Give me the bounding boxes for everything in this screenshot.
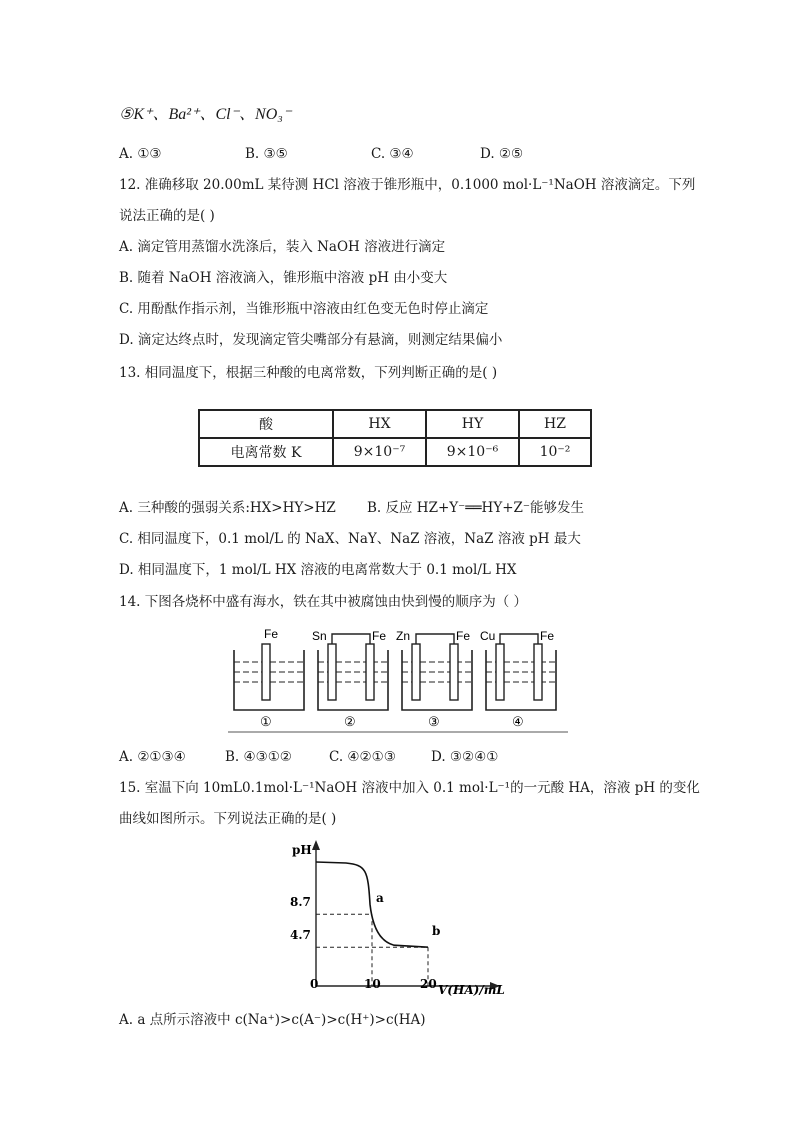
table-header-hx: HX (333, 410, 426, 438)
table-cell-hy: 9×10⁻⁶ (426, 438, 519, 466)
beaker-3-number: ③ (428, 714, 440, 729)
x-tick-20: 20 (420, 977, 437, 991)
q15-stem-line1: 15. 室温下向 10mL0.1mol·L⁻¹NaOH 溶液中加入 0.1 mol·L⁻¹的一元酸 HA，溶液 pH 的变化 (119, 780, 700, 796)
table-cell-hx: 9×10⁻⁷ (333, 438, 426, 466)
q13-option-d: D. 相同温度下，1 mol/L HX 溶液的电离常数大于 0.1 mol/L HX (119, 562, 517, 578)
chart-plot-layer (316, 862, 428, 986)
q11-option-d: D. ②⑤ (480, 146, 524, 162)
table-cell-hz: 10⁻² (519, 438, 591, 466)
x-tick-10: 10 (364, 977, 381, 991)
q12-option-b: B. 随着 NaOH 溶液滴入，锥形瓶中溶液 pH 由小变大 (119, 270, 448, 286)
x-axis-label: V(HA)/mL (438, 983, 505, 997)
beaker-1-label-fe: Fe (264, 627, 279, 641)
beaker-2-label-fe: Fe (372, 629, 387, 643)
beaker-1 (234, 627, 304, 729)
beaker-1-number: ① (260, 714, 272, 729)
beaker-2 (312, 629, 388, 729)
beaker-2-label-sn: Sn (312, 629, 327, 643)
q14-option-a: A. ②①③④ (119, 749, 186, 765)
point-label-a: a (376, 891, 384, 905)
table-row-label: 电离常数 K (199, 438, 333, 466)
q14-option-d: D. ③②④① (431, 749, 499, 765)
beaker-2-number: ② (344, 714, 356, 729)
q12-stem-line1: 12. 准确移取 20.00mL 某待测 HCl 溶液于锥形瓶中，0.1000 mol·L⁻¹NaOH 溶液滴定。下列 (119, 177, 696, 193)
q13-option-a: A. 三种酸的强弱关系:HX>HY>HZ (119, 500, 336, 516)
table-row (199, 438, 591, 466)
ph-titration-chart (288, 838, 508, 998)
beakers-diagram (228, 622, 572, 734)
point-label-b: b (432, 924, 441, 938)
beaker-3-label-fe: Fe (456, 629, 471, 643)
ionization-constant-table (198, 409, 592, 467)
q14-option-c: C. ④②①③ (329, 749, 396, 765)
beaker-4-number: ④ (512, 714, 524, 729)
table-header-hz: HZ (519, 410, 591, 438)
y-axis-label: pH (292, 843, 312, 857)
q14-stem: 14. 下图各烧杯中盛有海水，铁在其中被腐蚀由快到慢的顺序为（ ） (119, 594, 528, 610)
q12-stem-line2: 说法正确的是( ) (119, 208, 215, 224)
table-header-hy: HY (426, 410, 519, 438)
q11-option-c: C. ③④ (371, 146, 414, 162)
q11-item5: ⑤K⁺、Ba²⁺、Cl⁻、NO₃⁻ (119, 106, 292, 123)
x-tick-0: 0 (310, 977, 319, 991)
q12-option-a: A. 滴定管用蒸馏水洗涤后，装入 NaOH 溶液进行滴定 (119, 239, 446, 255)
beaker-4-label-fe: Fe (540, 629, 555, 643)
q13-option-c: C. 相同温度下，0.1 mol/L 的 NaX、NaY、NaZ 溶液，NaZ 溶液 pH 最大 (119, 531, 581, 547)
q12-option-c: C. 用酚酞作指示剂，当锥形瓶中溶液由红色变无色时停止滴定 (119, 301, 489, 317)
q12-option-d: D. 滴定达终点时，发现滴定管尖嘴部分有悬滴，则测定结果偏小 (119, 332, 503, 348)
table-header-row (199, 410, 591, 438)
beaker-3-label-zn: Zn (396, 629, 411, 643)
y-tick-4-7: 4.7 (290, 928, 311, 942)
q15-stem-line2: 曲线如图所示。下列说法正确的是( ) (119, 811, 337, 827)
q13-option-b: B. 反应 HZ+Y⁻══HY+Z⁻能够发生 (367, 500, 585, 516)
q14-option-b: B. ④③①② (225, 749, 292, 765)
beaker-3 (396, 629, 472, 729)
table-header-acid: 酸 (199, 410, 333, 438)
ph-curve (316, 862, 428, 947)
beaker-4 (480, 629, 556, 729)
q15-option-a: A. a 点所示溶液中 c(Na⁺)>c(A⁻)>c(H⁺)>c(HA) (119, 1012, 426, 1028)
q13-stem: 13. 相同温度下，根据三种酸的电离常数，下列判断正确的是( ) (119, 365, 498, 381)
y-tick-8-7: 8.7 (290, 895, 311, 909)
q11-option-b: B. ③⑤ (245, 146, 288, 162)
q11-option-a: A. ①③ (119, 146, 162, 162)
beaker-4-label-cu: Cu (480, 629, 496, 643)
y-axis-arrow (312, 840, 320, 850)
